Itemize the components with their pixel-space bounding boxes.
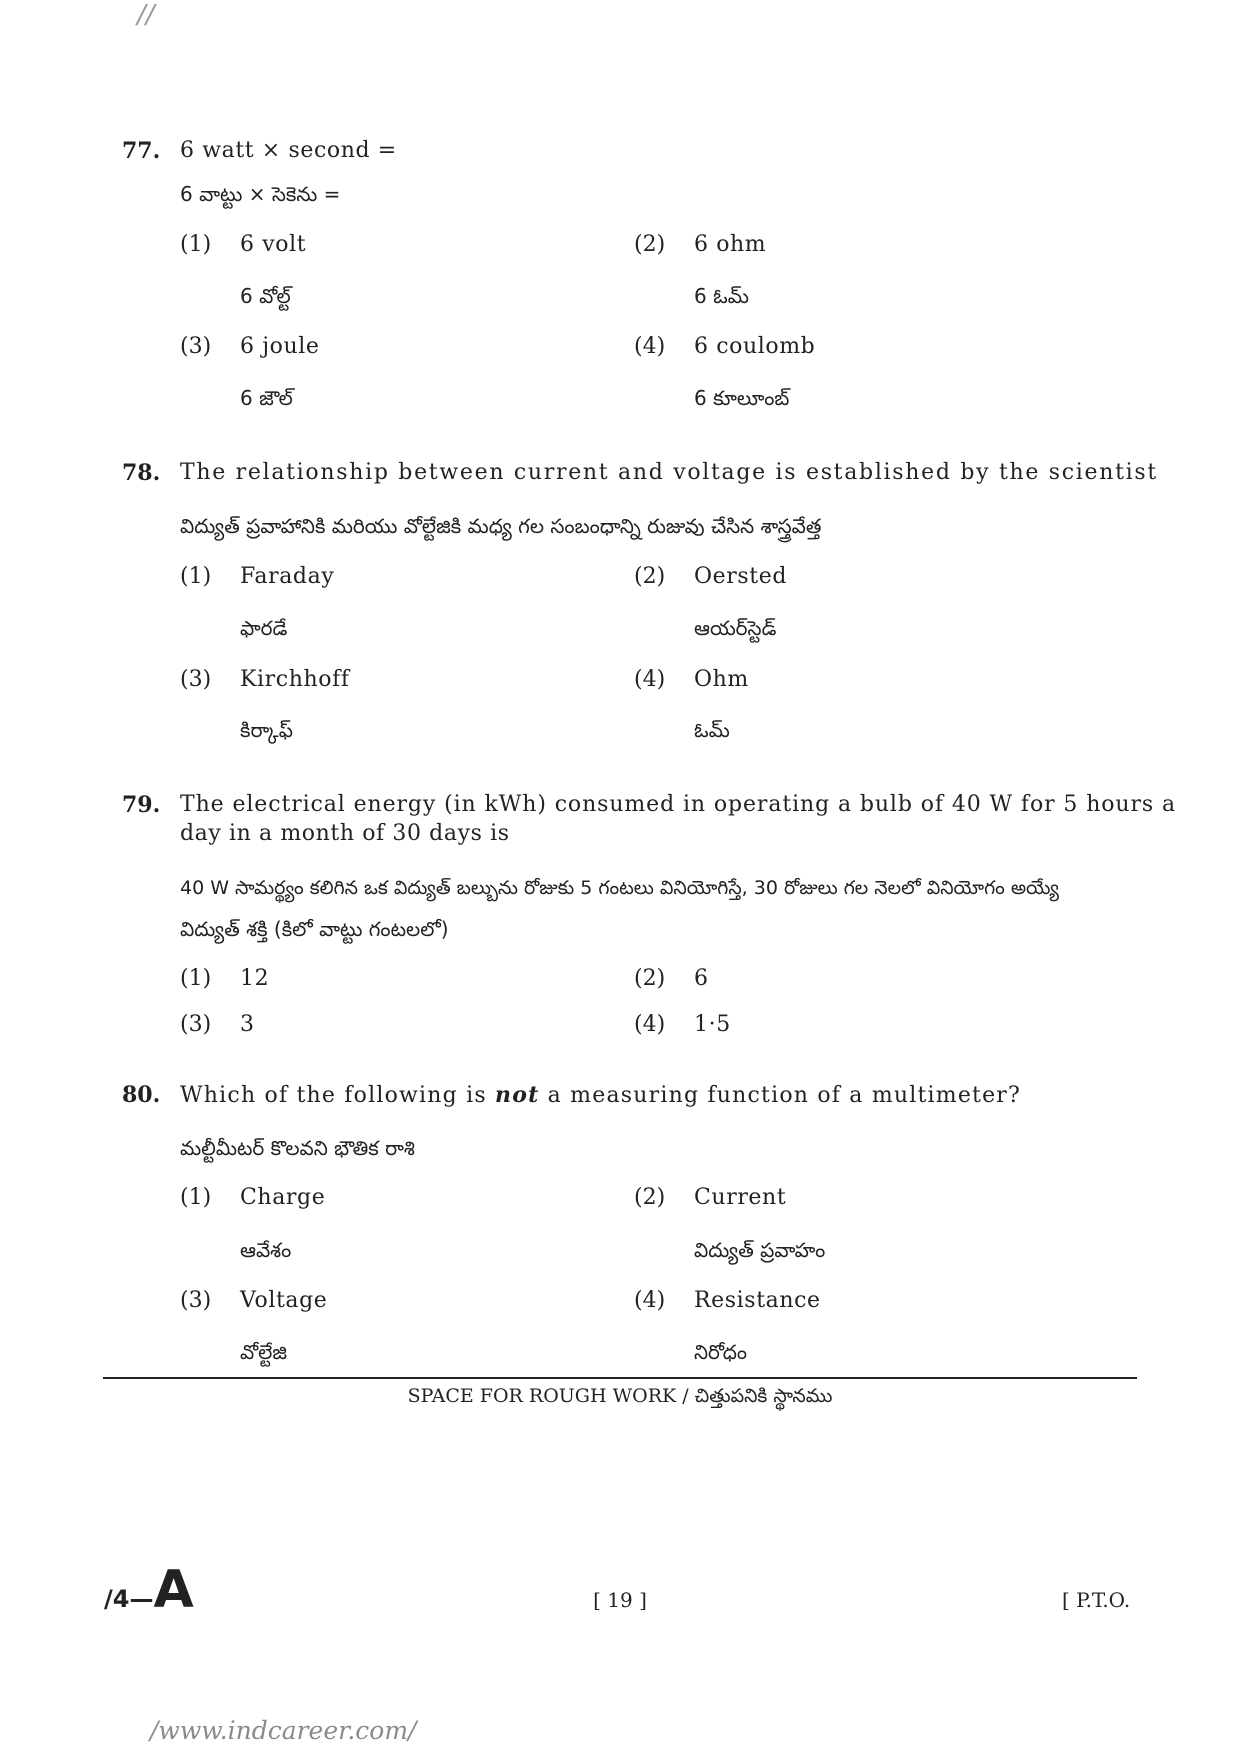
option-number: (4) bbox=[634, 1288, 666, 1313]
option-text-en: 6 bbox=[694, 966, 709, 991]
option-text-te: 6 వోల్ట్ bbox=[240, 284, 291, 308]
option-number: (1) bbox=[180, 232, 212, 257]
question-text-en: 6 watt × second = bbox=[180, 138, 397, 163]
option-text-te: వోల్టేజి bbox=[240, 1340, 287, 1364]
option-text-en: 6 ohm bbox=[694, 232, 767, 257]
option-text-te: ఓమ్ bbox=[694, 718, 730, 742]
option-number: (2) bbox=[634, 232, 666, 257]
question-text-en-continued: day in a month of 30 days is bbox=[180, 821, 510, 846]
option-number: (3) bbox=[180, 1012, 212, 1037]
question-number: 80. bbox=[122, 1082, 161, 1108]
option-number: (3) bbox=[180, 334, 212, 359]
pto-label: [ P.T.O. bbox=[1062, 1588, 1131, 1612]
option-number: (3) bbox=[180, 1288, 212, 1313]
question-text-en: The electrical energy (in kWh) consumed in operating a bulb of 40 W for 5 hours a bbox=[180, 792, 1176, 817]
option-text-en: Voltage bbox=[240, 1288, 328, 1313]
option-text-te: 6 జౌల్ bbox=[240, 386, 293, 410]
option-text-en: 6 volt bbox=[240, 232, 307, 257]
option-number: (3) bbox=[180, 667, 212, 692]
series-letter: A bbox=[153, 1560, 194, 1620]
question-text-en: Which of the following is not a measuring function of a multimeter? bbox=[180, 1082, 1022, 1108]
option-text-te: కిర్కాఫ్ bbox=[240, 718, 293, 742]
option-number: (2) bbox=[634, 564, 666, 589]
question-number: 79. bbox=[122, 792, 161, 818]
option-number: (2) bbox=[634, 966, 666, 991]
question-text-te-continued: విద్యుత్ శక్తి (కిలో వాట్టు గంటలలో) bbox=[180, 917, 449, 941]
option-text-en: Kirchhoff bbox=[240, 667, 350, 692]
option-text-en: 1·5 bbox=[694, 1012, 731, 1037]
option-number: (1) bbox=[180, 564, 212, 589]
option-number: (1) bbox=[180, 966, 212, 991]
option-text-te: ఆవేశం bbox=[240, 1238, 292, 1262]
option-number: (4) bbox=[634, 667, 666, 692]
watermark-url: /www.indcareer.com/ bbox=[150, 1716, 417, 1745]
option-text-te: నిరోధం bbox=[694, 1340, 748, 1364]
option-text-te: ఫారడే bbox=[240, 616, 288, 640]
option-number: (2) bbox=[634, 1185, 666, 1210]
option-text-te: ఆయర్‌స్టెడ్ bbox=[694, 616, 777, 640]
option-text-en: 6 coulomb bbox=[694, 334, 816, 359]
question-number: 77. bbox=[122, 138, 161, 164]
option-text-en: 6 joule bbox=[240, 334, 320, 359]
question-number: 78. bbox=[122, 460, 161, 486]
option-text-te: విద్యుత్ ప్రవాహం bbox=[694, 1238, 826, 1262]
corner-mark: // bbox=[137, 0, 155, 30]
series-code-prefix: /4— bbox=[104, 1585, 154, 1613]
question-text-en: The relationship between current and voltage is established by the scientist bbox=[180, 460, 1158, 485]
question-text-te: 40 W సామర్థ్యం కలిగిన ఒక విద్యుత్ బల్బును రోజుకు 5 గంటలు వినియోగిస్తే, 30 రోజులు గల నెలలో వినియోగం అయ్యే bbox=[180, 877, 1059, 899]
option-number: (1) bbox=[180, 1185, 212, 1210]
rough-work-divider bbox=[103, 1377, 1137, 1379]
question-text-te: మల్టీమీటర్ కొలవని భౌతిక రాశి bbox=[180, 1136, 415, 1160]
option-text-en: Oersted bbox=[694, 564, 788, 589]
emphasis-not: not bbox=[495, 1082, 540, 1108]
option-text-en: 12 bbox=[240, 966, 270, 991]
question-text-te: 6 వాట్టు × సెకెను = bbox=[180, 182, 341, 206]
rough-work-label: SPACE FOR ROUGH WORK / చిత్తుపనికి స్థానము bbox=[407, 1385, 833, 1407]
option-text-en: Faraday bbox=[240, 564, 335, 589]
option-number: (4) bbox=[634, 334, 666, 359]
option-number: (4) bbox=[634, 1012, 666, 1037]
option-text-en: Current bbox=[694, 1185, 787, 1210]
page-number: [ 19 ] bbox=[593, 1588, 647, 1612]
option-text-te: 6 కూలూంబ్ bbox=[694, 386, 790, 410]
option-text-en: Ohm bbox=[694, 667, 749, 692]
option-text-en: Resistance bbox=[694, 1288, 821, 1313]
option-text-te: 6 ఓమ్ bbox=[694, 284, 749, 308]
option-text-en: Charge bbox=[240, 1185, 326, 1210]
option-text-en: 3 bbox=[240, 1012, 255, 1037]
question-text-te: విద్యుత్ ప్రవాహానికి మరియు వోల్టేజికి మధ్య గల సంబంధాన్ని రుజువు చేసిన శాస్త్రవేత్త bbox=[180, 514, 822, 538]
